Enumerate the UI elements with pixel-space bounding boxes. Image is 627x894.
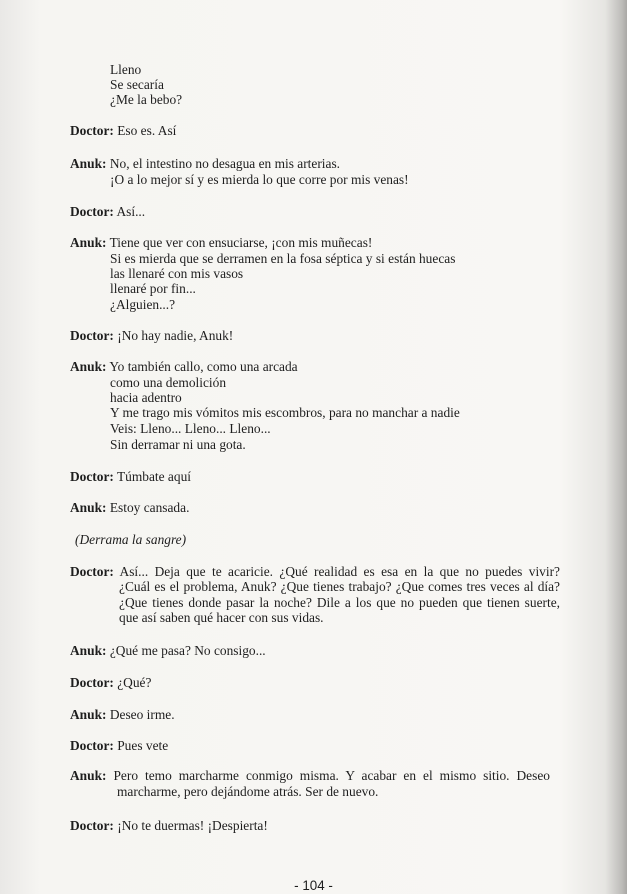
dialogue-line: Anuk: Estoy cansada. (70, 500, 190, 515)
speaker-name: Anuk: (70, 643, 107, 658)
speaker-name: Anuk: (70, 707, 107, 722)
speaker-name: Doctor: (70, 204, 114, 219)
dialogue-line: Anuk: Deseo irme. (70, 707, 175, 722)
dialogue-line: Doctor: ¡No te duermas! ¡Despierta! (70, 818, 268, 833)
dialogue-line: ¿Me la bebo? (110, 92, 183, 107)
dialogue-line: Doctor: Así... Deja que te acaricie. ¿Qué realidad es esa en la que no puedes vivir? (70, 564, 560, 579)
dialogue-line: Se secaría (110, 77, 164, 92)
speaker-name: Doctor: (70, 328, 114, 343)
dialogue-line: las llenaré con mis vasos (110, 266, 244, 281)
dialogue-line: Lleno (110, 62, 142, 77)
dialogue-line: ¿Que tienes donde pasar la noche? Dile a los que no pueden que tienen suerte, (119, 595, 560, 610)
dialogue-line: llenaré por fin... (110, 281, 196, 296)
speaker-name: Doctor: (70, 818, 114, 833)
dialogue-line: Doctor: Así... (70, 204, 146, 219)
dialogue-line: ¿Alguien...? (110, 297, 176, 312)
speaker-name: Anuk: (70, 500, 107, 515)
dialogue-line: ¿Cuál es el problema, Anuk? ¿Que tienes trabajo? ¿Que comes tres veces al día? (119, 579, 560, 594)
speaker-name: Doctor: (70, 564, 114, 579)
dialogue-line: Doctor: Eso es. Así (70, 123, 177, 138)
speaker-name: Anuk: (70, 235, 107, 250)
dialogue-line: Anuk: Pero temo marcharme conmigo misma. Y acabar en el mismo sitio. Deseo (70, 768, 550, 783)
speaker-name: Doctor: (70, 123, 114, 138)
dialogue-line: hacia adentro (110, 390, 182, 405)
dialogue-line: Anuk: ¿Qué me pasa? No consigo... (70, 643, 266, 658)
dialogue-line: Doctor: ¡No hay nadie, Anuk! (70, 328, 234, 343)
speaker-name: Anuk: (70, 359, 107, 374)
dialogue-line: ¡O a lo mejor sí y es mierda lo que corre por mis venas! (110, 172, 409, 187)
dialogue-line: Y me trago mis vómitos mis escombros, para no manchar a nadie (110, 405, 460, 420)
dialogue-line: Anuk: Yo también callo, como una arcada (70, 359, 298, 374)
page-number: - 104 - (294, 878, 333, 893)
dialogue-line: Doctor: Túmbate aquí (70, 469, 191, 484)
stage-direction: (Derrama la sangre) (75, 532, 187, 547)
speaker-name: Doctor: (70, 469, 114, 484)
dialogue-line: Veis: Lleno... Lleno... Lleno... (110, 421, 271, 436)
speaker-name: Anuk: (70, 768, 107, 783)
dialogue-line: Si es mierda que se derramen en la fosa séptica y si están huecas (110, 251, 456, 266)
dialogue-line: Doctor: ¿Qué? (70, 675, 152, 690)
speaker-name: Doctor: (70, 738, 114, 753)
dialogue-line: como una demolición (110, 375, 227, 390)
dialogue-line: Sin derramar ni una gota. (110, 437, 246, 452)
dialogue-line: marcharme, pero dejándome atrás. Ser de nuevo. (117, 784, 379, 799)
dialogue-line: que así saben qué hacer con sus vidas. (119, 610, 324, 625)
dialogue-line: Anuk: Tiene que ver con ensuciarse, ¡con mis muñecas! (70, 235, 373, 250)
dialogue-line: Doctor: Pues vete (70, 738, 169, 753)
speaker-name: Anuk: (70, 156, 107, 171)
dialogue-line: Anuk: No, el intestino no desagua en mis arterias. (70, 156, 341, 171)
speaker-name: Doctor: (70, 675, 114, 690)
